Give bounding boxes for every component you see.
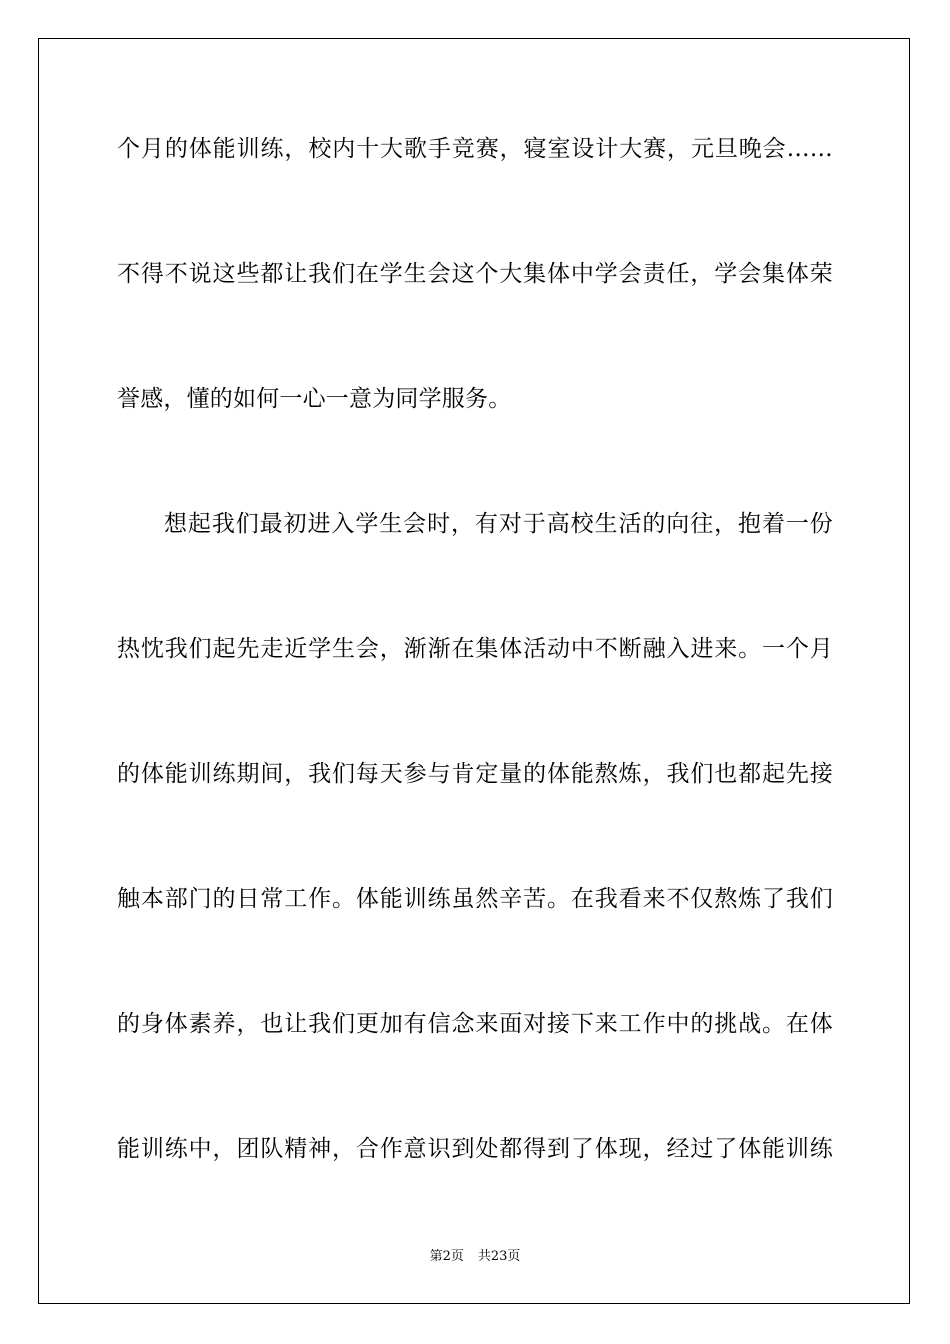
page-footer <box>0 1248 950 1266</box>
body-line-1: 个月的体能训练，校内十大歌手竞赛，寝室设计大赛，元旦晚会…… <box>117 136 833 162</box>
body-line-3: 誉感，懂的如何一心一意为同学服务。 <box>117 386 512 412</box>
body-line-9: 能训练中，团队精神，合作意识到处都得到了体现，经过了体能训练 <box>117 1136 833 1162</box>
body-line-2: 不得不说这些都让我们在学生会这个大集体中学会责任，学会集体荣 <box>117 261 833 287</box>
body-line-7: 触本部门的日常工作。体能训练虽然辛苦。在我看来不仅熬炼了我们 <box>117 886 833 912</box>
body-line-4: 想起我们最初进入学生会时，有对于高校生活的向往，抱着一份 <box>164 511 833 537</box>
page-border <box>38 38 910 1304</box>
page-number: 第2页 <box>429 1249 464 1264</box>
body-line-5: 热忱我们起先走近学生会，渐渐在集体活动中不断融入进来。一个月 <box>117 636 833 662</box>
body-line-8: 的身体素养，也让我们更加有信念来面对接下来工作中的挑战。在体 <box>117 1011 833 1037</box>
body-line-6: 的体能训练期间，我们每天参与肯定量的体能熬炼，我们也都起先接 <box>117 761 833 787</box>
page-total: 共23页 <box>477 1249 521 1264</box>
